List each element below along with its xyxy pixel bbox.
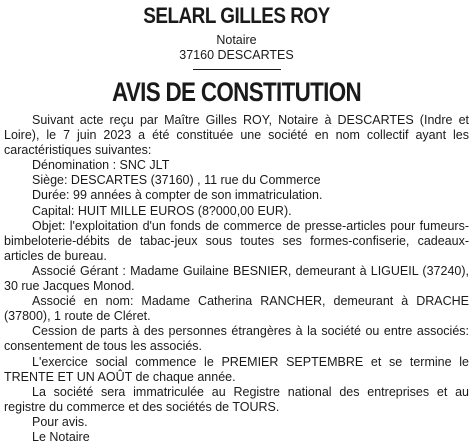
cession-paragraph: Cession de parts à des personnes étrangères à la société ou entre associés: consentement de tous les associés.	[4, 324, 469, 354]
pour-avis-line: Pour avis.	[32, 414, 88, 429]
notice-title: AVIS DE CONSTITUTION	[111, 77, 362, 107]
capital-line: Capital: HUIT MILLE EUROS (8?000,00 EUR).	[32, 203, 292, 218]
denomination-line: Dénomination : SNC JLT	[32, 158, 170, 173]
firm-address: 37160 DESCARTES	[179, 48, 294, 62]
siege-line: Siège: DESCARTES (37160) , 11 rue du Commerce	[32, 173, 321, 188]
firm-name: SELARL GILLES ROY	[143, 3, 330, 28]
gerant-paragraph: Associé Gérant : Madame Guilaine BESNIER, demeurant à LIGUEIL (37240), 30 rue Jacques Monod.	[4, 263, 469, 294]
objet-paragraph: Objet: l'exploitation d'un fonds de commerce de presse-articles pour fumeurs-bimbeloterie-débits de tabac-jeux sous toutes ses formes-confiserie, cadeaux-articles de bureau.	[4, 218, 469, 263]
notice-body	[4, 113, 469, 445]
intro-paragraph: Suivant acte reçu par Maître Gilles ROY, Notaire à DESCARTES (Indre et Loire), le 7 juin 2023 a été constituée une société en nom collectif ayant les caractéristiques suivantes:	[4, 113, 469, 158]
associe-paragraph: Associé en nom: Madame Catherina RANCHER, demeurant à DRACHE (37800), 1 route de Cléret.	[4, 294, 469, 324]
header-divider	[193, 69, 281, 70]
signature-line: Le Notaire	[32, 429, 90, 444]
immatriculation-paragraph: La société sera immatriculée au Registre national des entreprises et au registre du commerce et des sociétés de TOURS.	[4, 384, 469, 414]
exercice-paragraph: L'exercice social commence le PREMIER SEPTEMBRE et se termine le TRENTE ET UN AOÛT de chaque année.	[4, 354, 469, 384]
firm-role: Notaire	[216, 33, 257, 47]
duree-line: Durée: 99 années à compter de son immatriculation.	[32, 188, 323, 203]
